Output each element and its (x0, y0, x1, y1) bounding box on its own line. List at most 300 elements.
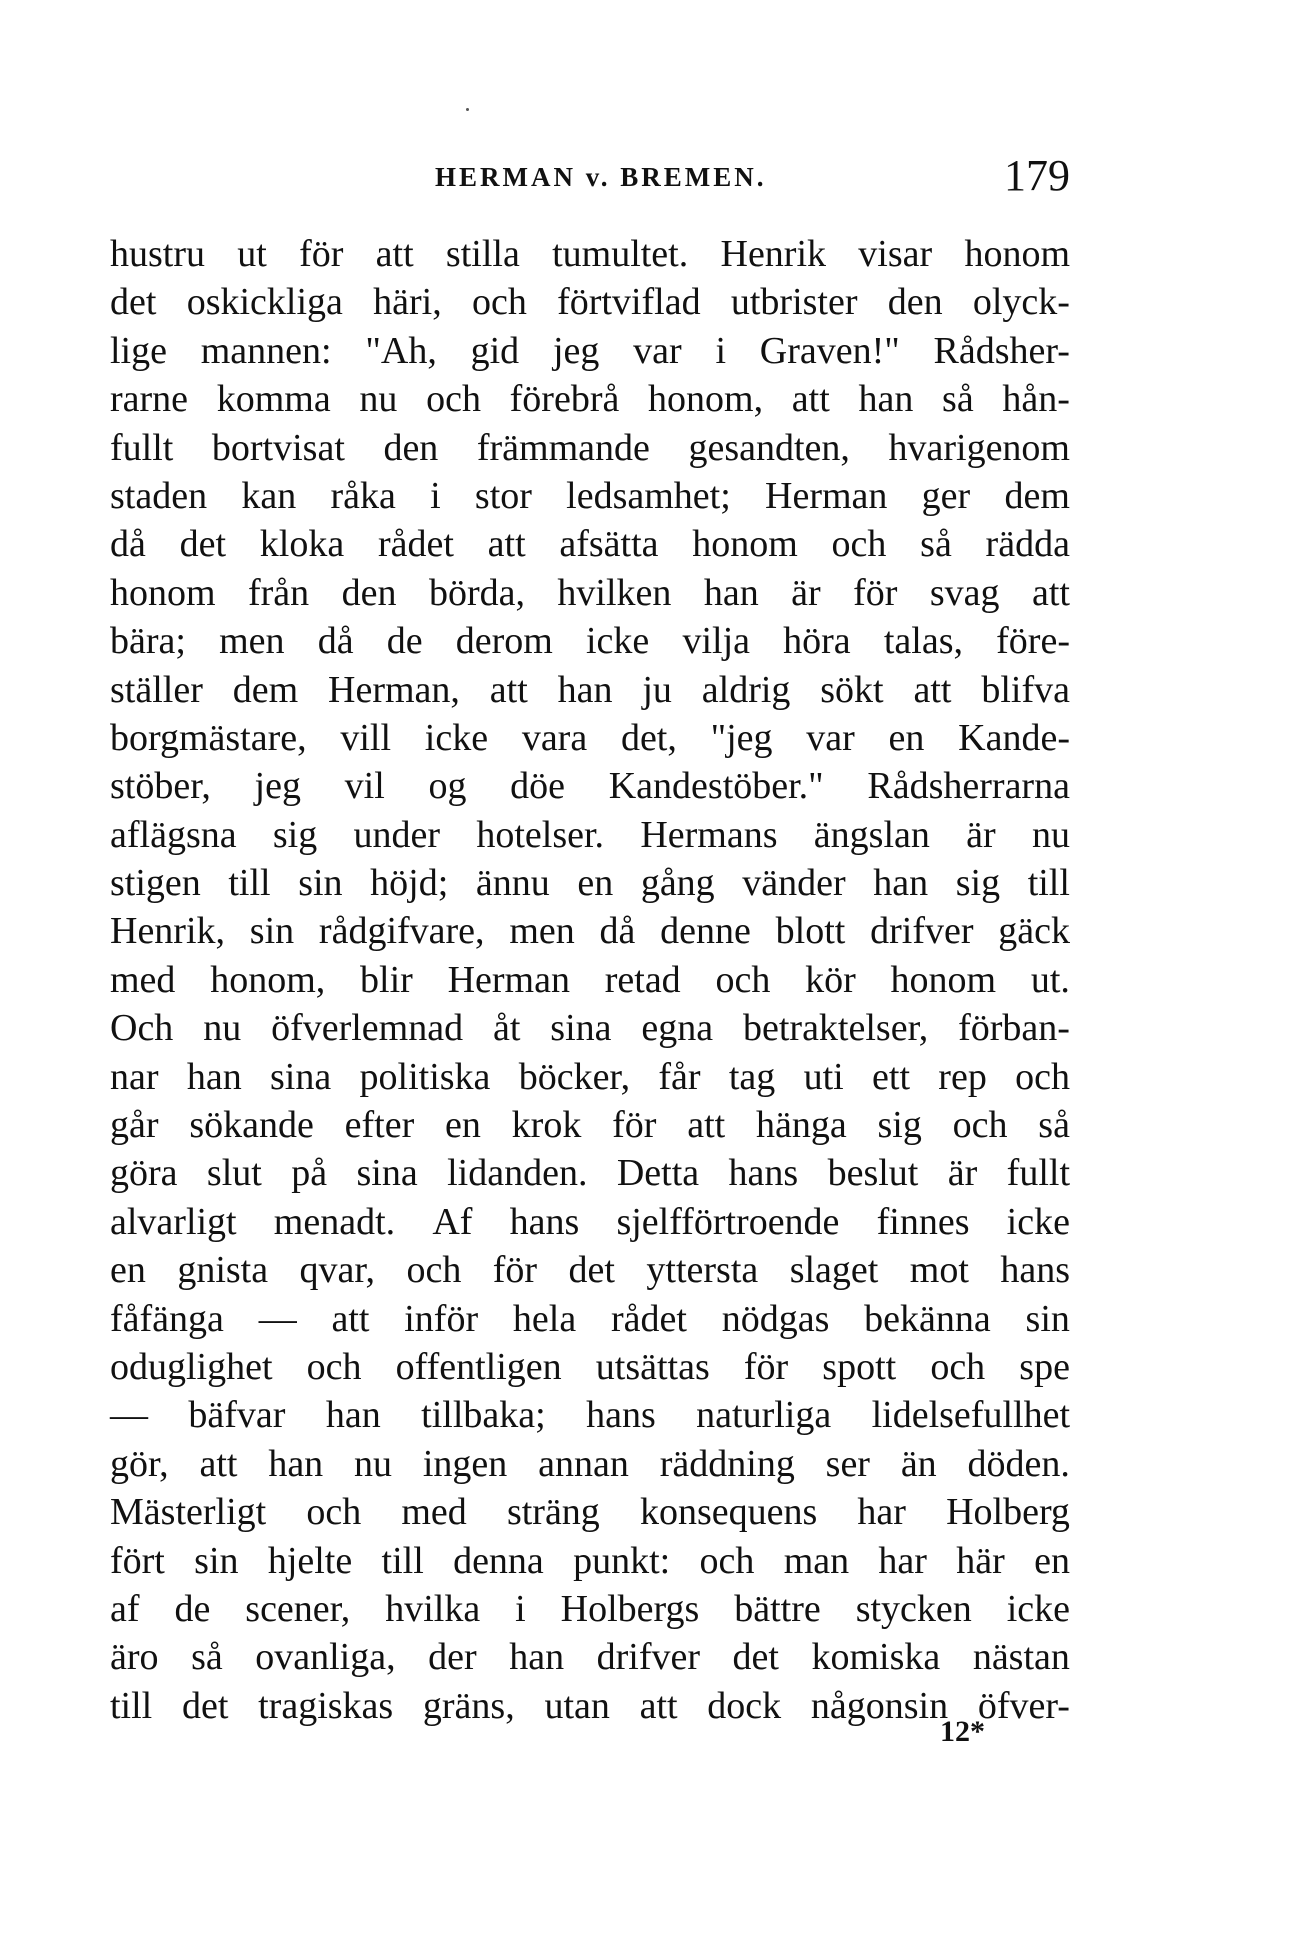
word: äro (110, 1636, 159, 1679)
word: kör (805, 958, 856, 1001)
word: att (199, 1442, 238, 1485)
word: Detta (616, 1152, 700, 1195)
word: ut (237, 233, 267, 275)
text-line (110, 327, 1070, 375)
word: då (317, 620, 354, 663)
word: en (445, 1104, 481, 1147)
word: att (913, 668, 952, 711)
word: går (110, 1104, 159, 1147)
word: har (857, 1491, 906, 1534)
word: nu (359, 378, 398, 421)
word: en (1034, 1539, 1070, 1582)
word: icke (1006, 1200, 1070, 1243)
word: med (110, 958, 176, 1001)
word: till (381, 1539, 424, 1582)
text-line (110, 1391, 1070, 1439)
word: mot (909, 1249, 969, 1292)
word: bortvisat (211, 426, 345, 469)
word: Holberg (946, 1491, 1070, 1534)
text-line (110, 375, 1070, 423)
word: nu (354, 1442, 393, 1485)
word: krok (511, 1104, 582, 1147)
word: vara (521, 716, 588, 759)
word: för (612, 1104, 657, 1147)
word: ängslan (813, 813, 930, 856)
word: ovanliga, (255, 1636, 396, 1679)
word: nu (203, 1007, 242, 1050)
word: icke (586, 620, 650, 663)
text-line (110, 1633, 1070, 1681)
word: hans (1000, 1249, 1070, 1292)
word: börda, (428, 571, 525, 614)
word: och (471, 281, 527, 324)
word: icke (424, 716, 489, 759)
word: och (306, 1345, 362, 1388)
word: han (557, 668, 613, 711)
word: kloka (259, 523, 345, 566)
word: utbrister (730, 281, 858, 324)
word: rep (938, 1055, 987, 1098)
word: han (186, 1055, 242, 1098)
word: var (806, 716, 855, 759)
word: de (386, 620, 423, 663)
word: han (858, 378, 914, 421)
word: drifver (870, 910, 974, 953)
text-line (110, 1295, 1070, 1343)
word: lidanden. (447, 1152, 588, 1195)
word: Mästerligt (110, 1491, 267, 1534)
word: af (110, 1587, 140, 1630)
word: yttersta (646, 1249, 759, 1292)
word: och (306, 1491, 362, 1534)
word: spott (822, 1345, 897, 1388)
word: lidelsefullhet (871, 1394, 1070, 1437)
text-line (110, 1343, 1070, 1391)
word: beslut (827, 1152, 919, 1195)
word: ännu (475, 862, 550, 905)
word: — (110, 1394, 148, 1437)
word: gnista (177, 1249, 269, 1292)
word: med (401, 1491, 467, 1534)
word: då (110, 523, 146, 566)
word: och (930, 1345, 986, 1388)
word: hans (509, 1200, 580, 1243)
running-title: HERMAN v. BREMEN. (435, 162, 767, 192)
text-line (110, 1053, 1070, 1101)
word: hustru (110, 233, 205, 275)
text-line (110, 278, 1070, 326)
word: nar (110, 1055, 159, 1098)
text-line (110, 762, 1070, 810)
word: förban- (958, 1007, 1070, 1050)
word: talas, (883, 620, 963, 663)
word: oduglighet (110, 1345, 273, 1388)
word: Graven!" (759, 329, 900, 372)
word: inför (404, 1297, 479, 1340)
word: det (732, 1636, 779, 1679)
word: sin (298, 862, 343, 905)
word: Herman (447, 958, 570, 1001)
word: Af (432, 1200, 473, 1243)
word: sig (877, 1104, 922, 1147)
text-line (110, 907, 1070, 955)
word: än (900, 1442, 937, 1485)
word: utan (544, 1684, 610, 1727)
word: i (430, 474, 441, 517)
page-number: 179 (1004, 151, 1070, 200)
word: tag (728, 1055, 776, 1098)
word: blott (775, 910, 846, 953)
word: alvarligt (110, 1200, 237, 1243)
word: sig (272, 813, 318, 856)
word: Rådsher- (933, 329, 1070, 372)
word: nu (1031, 813, 1070, 856)
text-line (110, 1682, 1070, 1730)
word: det, (620, 716, 677, 759)
word: hjelte (267, 1539, 353, 1582)
word: uti (803, 1055, 844, 1098)
word: punkt: (573, 1539, 671, 1582)
word: den (341, 571, 397, 614)
word: förebrå (509, 378, 620, 421)
word: och (406, 1249, 462, 1292)
word: Holbergs (560, 1587, 700, 1630)
word: för (299, 233, 344, 275)
word: menadt. (273, 1200, 396, 1243)
text-line (110, 1537, 1070, 1585)
word: blifva (981, 668, 1070, 711)
word: Kandestöber." (608, 765, 824, 808)
word: räddning (659, 1442, 795, 1485)
word: konsequens (639, 1491, 818, 1534)
word: stycken (855, 1587, 972, 1630)
word: Herman (765, 474, 888, 517)
word: före- (996, 620, 1070, 663)
word: hån- (1002, 378, 1070, 421)
word: förtviflad (557, 281, 701, 324)
word: aflägsna (110, 813, 237, 856)
word: att (687, 1104, 726, 1147)
word: att (487, 523, 526, 566)
word: men (219, 620, 285, 663)
word: annan (538, 1442, 629, 1485)
word: "Ah, (365, 329, 437, 372)
word: och (715, 958, 771, 1001)
word: är (966, 813, 996, 856)
word: var (633, 329, 682, 372)
word: det (568, 1249, 615, 1292)
word: derom (455, 620, 553, 663)
word: rarne (110, 378, 189, 421)
word: qvar, (299, 1249, 376, 1292)
word: nästan (972, 1636, 1070, 1679)
word: åt (492, 1007, 521, 1050)
word: retad (604, 958, 681, 1001)
word: att (375, 233, 414, 275)
word: Och (110, 1007, 174, 1050)
word: det (179, 523, 227, 566)
word: gång (640, 862, 715, 905)
word: rådet (377, 523, 454, 566)
word: och (831, 523, 887, 566)
word: det (110, 281, 157, 324)
word: att (1031, 571, 1070, 614)
word: honom (890, 958, 997, 1001)
word: tragiskas (258, 1684, 394, 1727)
word: Hermans (640, 813, 778, 856)
word: Herman, (328, 668, 460, 711)
text-line (110, 1149, 1070, 1197)
word: borgmästare, (110, 716, 307, 759)
word: han (509, 1636, 565, 1679)
word: de (174, 1587, 211, 1630)
word: stöber, (110, 765, 211, 808)
word: att (639, 1684, 678, 1727)
word: gräns, (422, 1684, 515, 1727)
text-line (110, 956, 1070, 1004)
word: scener, (245, 1587, 351, 1630)
word: Henrik (720, 233, 827, 275)
word: ser (825, 1442, 870, 1485)
word: det (181, 1684, 229, 1727)
word: att (331, 1297, 370, 1340)
word: rådgifvare, (318, 910, 485, 953)
word: han (268, 1442, 324, 1485)
text-line (110, 472, 1070, 520)
word: i (715, 329, 726, 372)
word: vil (344, 765, 385, 808)
word: betraktelser, (742, 1007, 929, 1050)
word: och (1015, 1055, 1070, 1098)
word: hvilken (557, 571, 672, 614)
word: komiska (811, 1636, 941, 1679)
word: bära; (110, 620, 186, 663)
word: är (947, 1152, 978, 1195)
word: hvilka (385, 1587, 481, 1630)
word: sin (194, 1539, 239, 1582)
word: aldrig (701, 668, 791, 711)
word: höjd; (370, 862, 449, 905)
word: utsättas (595, 1345, 710, 1388)
word: sökande (189, 1104, 314, 1147)
word: tumultet. (552, 233, 689, 275)
word: öfver- (977, 1684, 1070, 1727)
word: jeg (254, 765, 301, 808)
word: bättre (734, 1587, 821, 1630)
word: sträng (506, 1491, 600, 1534)
word: honom (692, 523, 798, 566)
word: så (191, 1636, 223, 1679)
word: bäfvar (188, 1394, 286, 1437)
word: denne (660, 910, 751, 953)
word: att (791, 378, 830, 421)
word: jeg (552, 329, 600, 372)
word: honom (964, 233, 1070, 275)
word: sina (270, 1055, 332, 1098)
text-line (110, 714, 1070, 762)
word: bekänna (864, 1297, 991, 1340)
word: ger (921, 474, 971, 517)
word: der (428, 1636, 477, 1679)
word: han (325, 1394, 381, 1437)
word: Rådsherrarna (867, 765, 1070, 808)
running-head (110, 150, 1070, 200)
word: höra (783, 620, 851, 663)
word: för (743, 1345, 789, 1388)
word: mannen: (200, 329, 332, 372)
word: då (599, 910, 636, 953)
word: svag (929, 571, 1000, 614)
word: och (426, 378, 481, 421)
word: hela (512, 1297, 577, 1340)
word: till (1027, 862, 1070, 905)
word: dem (1004, 474, 1070, 517)
word: från (248, 571, 310, 614)
word: sjelfförtroende (616, 1200, 840, 1243)
text-line (110, 1488, 1070, 1536)
word: ju (642, 668, 672, 711)
text-line (110, 859, 1070, 907)
word: en (577, 862, 614, 905)
word: gör, (110, 1442, 169, 1485)
word: under (353, 813, 441, 856)
word: sin (1025, 1297, 1070, 1340)
word: offentligen (395, 1345, 562, 1388)
word: är (791, 571, 821, 614)
word: ett (872, 1055, 910, 1098)
word: slut (206, 1152, 262, 1195)
word: kan (241, 474, 297, 517)
word: böcker, (518, 1055, 631, 1098)
word: rådet (610, 1297, 687, 1340)
word: honom, (210, 958, 326, 1001)
word: hans (728, 1152, 799, 1195)
word: vilja (682, 620, 750, 663)
word: en (888, 716, 925, 759)
text-line (110, 1585, 1070, 1633)
word: så (920, 523, 952, 566)
word: finnes (876, 1200, 970, 1243)
word: vill (340, 716, 392, 759)
word: — (258, 1297, 297, 1340)
word: hvarigenom (888, 426, 1070, 469)
text-line (110, 1440, 1070, 1488)
word: men (509, 910, 575, 953)
word: den (383, 426, 439, 469)
text-line (110, 811, 1070, 859)
text-line (110, 230, 1070, 278)
word: dem (232, 668, 299, 711)
word: råka (330, 474, 396, 517)
word: häri, (373, 281, 442, 324)
word: honom, (648, 378, 764, 421)
text-line (110, 617, 1070, 665)
word: främmande (476, 426, 650, 469)
word: sina (356, 1152, 418, 1195)
word: fåfänga (110, 1297, 224, 1340)
word: fört (110, 1539, 165, 1582)
word: politiska (359, 1055, 491, 1098)
word: og (428, 765, 467, 808)
word: blir (360, 958, 413, 1001)
word: man (783, 1539, 850, 1582)
word: tillbaka; (421, 1394, 546, 1437)
signature-mark: 12* (940, 1715, 985, 1748)
word: vänder (742, 862, 846, 905)
word: fullt (1006, 1152, 1070, 1195)
word: den (887, 281, 943, 324)
word: honom (110, 571, 216, 614)
word: gäck (998, 910, 1070, 953)
word: i (515, 1587, 526, 1630)
word: naturliga (696, 1394, 832, 1437)
word: lige (110, 329, 167, 372)
word: hänga (755, 1104, 847, 1147)
text-line (110, 424, 1070, 472)
word: "jeg (710, 716, 773, 759)
print-speck (466, 108, 469, 111)
word: han (703, 571, 759, 614)
word: spe (1019, 1345, 1070, 1388)
text-line (110, 666, 1070, 714)
word: egna (641, 1007, 714, 1050)
word: denna (453, 1539, 544, 1582)
word: en (110, 1249, 146, 1292)
word: dock (707, 1684, 782, 1727)
word: har (878, 1539, 927, 1582)
word: visar (858, 233, 933, 275)
word: ställer (110, 668, 203, 711)
word: hans (586, 1394, 656, 1437)
word: fullt (110, 426, 174, 469)
text-line (110, 1004, 1070, 1052)
word: efter (344, 1104, 415, 1147)
word: på (291, 1152, 328, 1195)
word: och (952, 1104, 1008, 1147)
word: sökt (820, 668, 884, 711)
word: att (489, 668, 528, 711)
word: ut. (1030, 958, 1070, 1001)
word: gid (470, 329, 520, 372)
word: får (658, 1055, 701, 1098)
word: komma (216, 378, 331, 421)
word: han (873, 862, 929, 905)
word: så (1038, 1104, 1070, 1147)
word: så (942, 378, 974, 421)
word: olyck- (972, 281, 1070, 324)
word: oskickliga (186, 281, 343, 324)
word: och (699, 1539, 755, 1582)
body-text (110, 230, 1070, 1730)
word: någonsin (810, 1684, 949, 1727)
word: stor (474, 474, 532, 517)
word: stilla (445, 233, 520, 275)
word: Kande- (958, 716, 1070, 759)
text-line (110, 1101, 1070, 1149)
word: döden. (967, 1442, 1070, 1485)
word: döe (510, 765, 566, 808)
word: slaget (789, 1249, 879, 1292)
text-line (110, 1198, 1070, 1246)
word: afsätta (559, 523, 659, 566)
word: ledsamhet; (566, 474, 731, 517)
word: gesandten, (688, 426, 850, 469)
word: här (956, 1539, 1005, 1582)
word: göra (110, 1152, 178, 1195)
word: Henrik, (110, 910, 226, 953)
word: för (853, 571, 898, 614)
word: sina (550, 1007, 612, 1050)
